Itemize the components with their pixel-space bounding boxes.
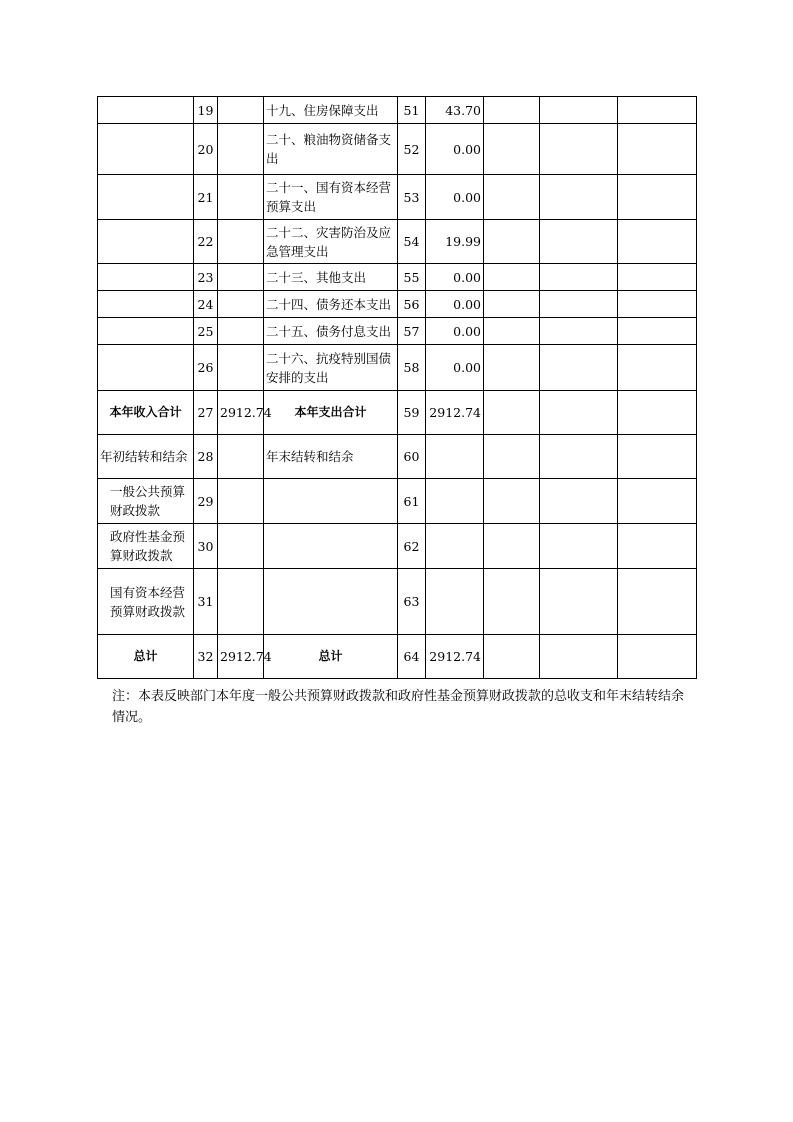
empty-cell [540, 264, 618, 291]
right-row-number: 60 [398, 435, 426, 479]
empty-cell [618, 97, 697, 124]
right-label-cell: 二十五、债务付息支出 [264, 318, 398, 345]
left-label-cell: 政府性基金预算财政拨款 [98, 524, 194, 569]
left-row-number: 29 [194, 479, 218, 524]
grand-total-amount-left: 2912.74 [218, 635, 264, 679]
empty-cell [484, 345, 540, 391]
left-row-number: 26 [194, 345, 218, 391]
empty-cell [618, 264, 697, 291]
table-row [98, 569, 697, 635]
empty-cell [484, 569, 540, 635]
table-row [98, 391, 697, 435]
grand-total-amount-right: 2912.74 [426, 635, 484, 679]
left-amount-cell [218, 479, 264, 524]
income-total-label: 本年收入合计 [98, 391, 194, 435]
empty-cell [618, 345, 697, 391]
right-row-number: 52 [398, 124, 426, 175]
empty-cell [540, 435, 618, 479]
empty-cell [484, 124, 540, 175]
grand-total-label-left: 总计 [98, 635, 194, 679]
left-amount-cell [218, 291, 264, 318]
empty-cell [484, 220, 540, 264]
left-row-number: 20 [194, 124, 218, 175]
table-row [98, 635, 697, 679]
right-label-cell: 二十三、其他支出 [264, 264, 398, 291]
table-row [98, 479, 697, 524]
right-row-number: 54 [398, 220, 426, 264]
empty-cell [618, 435, 697, 479]
table-row [98, 318, 697, 345]
left-label-cell [98, 264, 194, 291]
table-row [98, 220, 697, 264]
right-row-number: 61 [398, 479, 426, 524]
left-amount-cell [218, 124, 264, 175]
left-row-number: 19 [194, 97, 218, 124]
empty-cell [540, 635, 618, 679]
right-amount-cell: 0.00 [426, 175, 484, 220]
right-row-number: 51 [398, 97, 426, 124]
right-label-cell [264, 524, 398, 569]
empty-cell [618, 175, 697, 220]
left-label-cell [98, 124, 194, 175]
table-row [98, 175, 697, 220]
right-label-cell: 十九、住房保障支出 [264, 97, 398, 124]
empty-cell [484, 391, 540, 435]
right-label-cell: 二十二、灾害防治及应急管理支出 [264, 220, 398, 264]
empty-cell [540, 291, 618, 318]
expense-total-amount: 2912.74 [426, 391, 484, 435]
empty-cell [484, 524, 540, 569]
table-row [98, 524, 697, 569]
empty-cell [618, 569, 697, 635]
left-amount-cell [218, 569, 264, 635]
empty-cell [540, 479, 618, 524]
right-amount-cell [426, 569, 484, 635]
right-label-cell: 年末结转和结余 [264, 435, 398, 479]
table-row [98, 124, 697, 175]
left-row-number: 27 [194, 391, 218, 435]
right-amount-cell [426, 524, 484, 569]
left-amount-cell [218, 175, 264, 220]
empty-cell [540, 220, 618, 264]
expense-total-label: 本年支出合计 [264, 391, 398, 435]
table-row [98, 97, 697, 124]
left-label-cell: 国有资本经营预算财政拨款 [98, 569, 194, 635]
empty-cell [540, 391, 618, 435]
empty-cell [540, 175, 618, 220]
empty-cell [618, 635, 697, 679]
right-amount-cell: 0.00 [426, 318, 484, 345]
right-row-number: 58 [398, 345, 426, 391]
empty-cell [618, 479, 697, 524]
left-label-cell [98, 97, 194, 124]
right-amount-cell: 0.00 [426, 124, 484, 175]
right-label-cell: 二十六、抗疫特别国债安排的支出 [264, 345, 398, 391]
right-row-number: 62 [398, 524, 426, 569]
right-amount-cell: 0.00 [426, 291, 484, 318]
empty-cell [540, 318, 618, 345]
left-amount-cell [218, 97, 264, 124]
left-row-number: 28 [194, 435, 218, 479]
right-row-number: 59 [398, 391, 426, 435]
right-label-cell [264, 569, 398, 635]
right-row-number: 63 [398, 569, 426, 635]
left-label-cell [98, 220, 194, 264]
table-row [98, 264, 697, 291]
right-amount-cell [426, 435, 484, 479]
right-amount-cell: 19.99 [426, 220, 484, 264]
left-label-cell [98, 291, 194, 318]
empty-cell [540, 569, 618, 635]
left-row-number: 30 [194, 524, 218, 569]
empty-cell [484, 264, 540, 291]
left-label-cell [98, 175, 194, 220]
left-amount-cell [218, 264, 264, 291]
empty-cell [618, 318, 697, 345]
left-row-number: 24 [194, 291, 218, 318]
left-row-number: 21 [194, 175, 218, 220]
grand-total-label-right: 总计 [264, 635, 398, 679]
left-row-number: 22 [194, 220, 218, 264]
empty-cell [618, 291, 697, 318]
left-amount-cell [218, 345, 264, 391]
right-amount-cell: 0.00 [426, 345, 484, 391]
table-row [98, 345, 697, 391]
table-footnote: 注：本表反映部门本年度一般公共预算财政拨款和政府性基金预算财政拨款的总收支和年末结转结余情况。 [112, 689, 685, 725]
right-row-number: 64 [398, 635, 426, 679]
left-amount-cell [218, 220, 264, 264]
empty-cell [618, 391, 697, 435]
empty-cell [484, 635, 540, 679]
income-total-amount: 2912.74 [218, 391, 264, 435]
empty-cell [484, 479, 540, 524]
left-label-cell [98, 345, 194, 391]
left-amount-cell [218, 435, 264, 479]
left-label-cell: 一般公共预算财政拨款 [98, 479, 194, 524]
empty-cell [618, 220, 697, 264]
left-label-cell: 年初结转和结余 [98, 435, 194, 479]
left-amount-cell [218, 318, 264, 345]
left-label-cell [98, 318, 194, 345]
table-row [98, 435, 697, 479]
empty-cell [484, 318, 540, 345]
right-amount-cell: 0.00 [426, 264, 484, 291]
empty-cell [484, 291, 540, 318]
empty-cell [618, 124, 697, 175]
empty-cell [484, 435, 540, 479]
left-row-number: 23 [194, 264, 218, 291]
empty-cell [484, 175, 540, 220]
right-row-number: 53 [398, 175, 426, 220]
left-row-number: 32 [194, 635, 218, 679]
budget-table [97, 96, 697, 679]
empty-cell [540, 97, 618, 124]
right-amount-cell: 43.70 [426, 97, 484, 124]
left-row-number: 25 [194, 318, 218, 345]
right-label-cell: 二十四、债务还本支出 [264, 291, 398, 318]
right-label-cell [264, 479, 398, 524]
empty-cell [484, 97, 540, 124]
right-amount-cell [426, 479, 484, 524]
right-row-number: 57 [398, 318, 426, 345]
table-row [98, 291, 697, 318]
right-row-number: 55 [398, 264, 426, 291]
empty-cell [540, 124, 618, 175]
right-label-cell: 二十一、国有资本经营预算支出 [264, 175, 398, 220]
left-amount-cell [218, 524, 264, 569]
right-row-number: 56 [398, 291, 426, 318]
right-label-cell: 二十、粮油物资储备支出 [264, 124, 398, 175]
left-row-number: 31 [194, 569, 218, 635]
empty-cell [540, 345, 618, 391]
empty-cell [618, 524, 697, 569]
empty-cell [540, 524, 618, 569]
